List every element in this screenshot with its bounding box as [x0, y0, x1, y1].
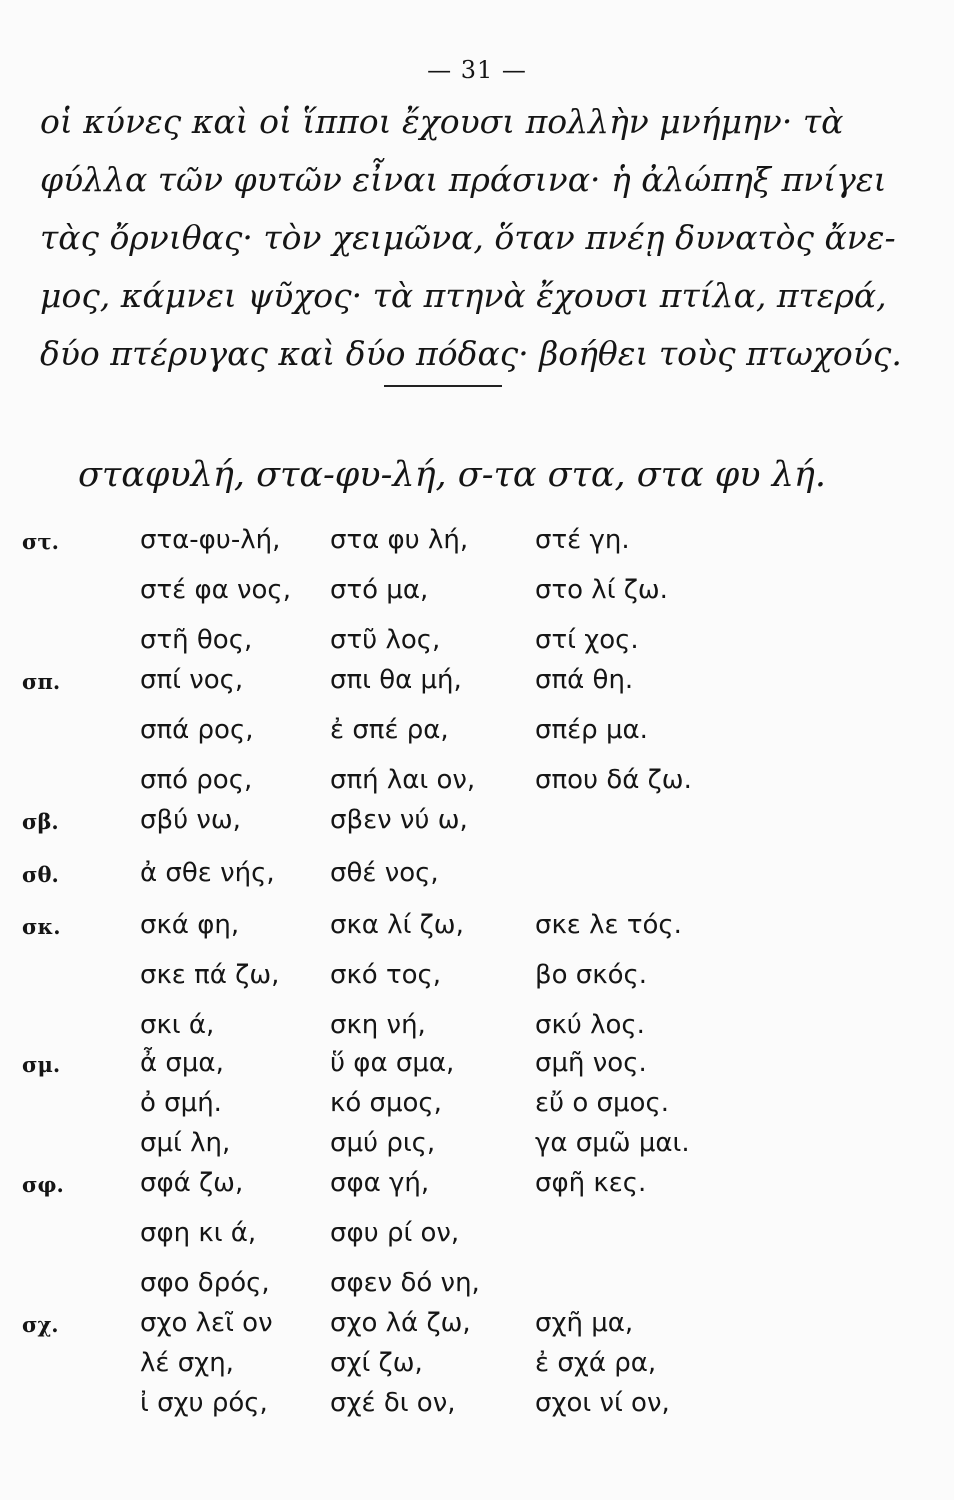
syllable-word: ἀ σθε νής,	[140, 858, 275, 888]
syllable-word: σφεν δό νη,	[330, 1268, 480, 1298]
syllable-word: σμί λη,	[140, 1128, 231, 1158]
paragraph-line: φύλλα τῶν φυτῶν εἶναι πράσινα· ἡ ἀλώπηξ πνίγει	[40, 160, 887, 199]
syllable-word: λέ σχη,	[140, 1348, 234, 1378]
syllable-word: σπι θα μή,	[330, 665, 462, 695]
syllable-word: ἰ σχυ ρός,	[140, 1388, 268, 1418]
syllable-word: κό σμος,	[330, 1088, 442, 1118]
syllable-word: σκύ λος.	[535, 1010, 645, 1040]
syllable-word: σφα γή,	[330, 1168, 430, 1198]
syllable-word: σπου δά ζω.	[535, 765, 692, 795]
paragraph-line: οἱ κύνες καὶ οἱ ἵπποι ἔχουσι πολλὴν μνήμην· τὰ	[40, 102, 844, 141]
syllable-word: σπί νος,	[140, 665, 244, 695]
syllable-word: σχῆ μα,	[535, 1308, 634, 1338]
syllable-word: σχέ δι ον,	[330, 1388, 456, 1418]
paragraph-line: τὰς ὄρνιθας· τὸν χειμῶνα, ὅταν πνέῃ δυνατὸς ἄνε-	[40, 218, 896, 257]
syllable-word: σπέρ μα.	[535, 715, 648, 745]
syllable-word: στο λί ζω.	[535, 575, 668, 605]
page-number: — 31 —	[427, 56, 527, 84]
syllable-word: στό μα,	[330, 575, 429, 605]
syllable-word: σχοι νί ον,	[535, 1388, 670, 1418]
syllable-word: σμῆ νος.	[535, 1048, 647, 1078]
group-label: σμ.	[22, 1052, 61, 1077]
syllable-word: σχο λά ζω,	[330, 1308, 471, 1338]
syllable-word: σθέ νος,	[330, 858, 439, 888]
syllable-word: στέ γη.	[535, 525, 630, 555]
syllable-word: σκα λί ζω,	[330, 910, 464, 940]
syllable-word: στῆ θος,	[140, 625, 253, 655]
syllable-word: ἆ σμα,	[140, 1048, 224, 1078]
syllable-word: στί χος.	[535, 625, 639, 655]
group-label: σφ.	[22, 1172, 64, 1197]
syllable-word: σφά ζω,	[140, 1168, 244, 1198]
syllable-word: σχί ζω,	[330, 1348, 423, 1378]
section-divider	[384, 385, 502, 387]
group-label: σπ.	[22, 669, 61, 694]
syllable-word: στα-φυ-λή,	[140, 525, 281, 555]
paragraph-line: μος, κάμνει ψῦχος· τὰ πτηνὰ ἔχουσι πτίλα, πτερά,	[40, 276, 887, 315]
syllable-word: βο σκός.	[535, 960, 647, 990]
syllable-word: στέ φα νος,	[140, 575, 291, 605]
syllable-word: σφῆ κες.	[535, 1168, 647, 1198]
syllable-word: ἐ σπέ ρα,	[330, 715, 449, 745]
syllable-word: ὀ σμή.	[140, 1088, 222, 1118]
group-label: σχ.	[22, 1312, 59, 1337]
syllable-word: σβύ νω,	[140, 805, 241, 835]
paragraph-line: δύο πτέρυγας καὶ δύο πόδας· βοήθει τοὺς πτωχούς.	[40, 334, 902, 373]
syllable-word: σφη κι ά,	[140, 1218, 257, 1248]
syllable-word: σπό ρος,	[140, 765, 253, 795]
group-label: σθ.	[22, 862, 59, 887]
group-label: στ.	[22, 529, 59, 554]
syllable-word: σκε λε τός.	[535, 910, 682, 940]
syllable-word: γα σμῶ μαι.	[535, 1128, 690, 1158]
syllable-example: σταφυλή, στα-φυ-λή, σ-τα στα, στα φυ λή.	[78, 455, 826, 495]
syllable-word: στα φυ λή,	[330, 525, 469, 555]
syllable-word: σκά φη,	[140, 910, 240, 940]
syllable-word: σχο λεῖ ον	[140, 1308, 273, 1338]
syllable-word: σπή λαι ον,	[330, 765, 476, 795]
syllable-word: σφυ ρί ον,	[330, 1218, 460, 1248]
group-label: σβ.	[22, 809, 59, 834]
syllable-word: σφο δρός,	[140, 1268, 270, 1298]
syllable-word: σβεν νύ ω,	[330, 805, 468, 835]
syllable-word: σκε πά ζω,	[140, 960, 280, 990]
syllable-word: ὕ φα σμα,	[330, 1048, 455, 1078]
syllable-word: σπά θη.	[535, 665, 634, 695]
group-label: σκ.	[22, 914, 61, 939]
syllable-word: εὔ ο σμος.	[535, 1088, 669, 1118]
syllable-word: σκη νή,	[330, 1010, 426, 1040]
syllable-word: ἐ σχά ρα,	[535, 1348, 657, 1378]
syllable-word: σπά ρος,	[140, 715, 254, 745]
syllable-word: σμύ ρις,	[330, 1128, 436, 1158]
syllable-word: σκι ά,	[140, 1010, 215, 1040]
syllable-word: σκό τος,	[330, 960, 442, 990]
syllable-word: στῦ λος,	[330, 625, 441, 655]
